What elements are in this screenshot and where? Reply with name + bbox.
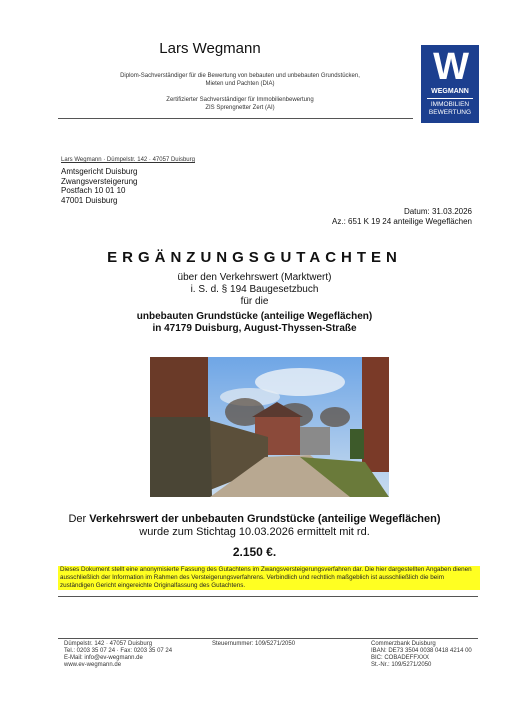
page-title: ERGÄNZUNGSGUTACHTEN [107, 249, 402, 266]
intro-text: über den Verkehrswert (Marktwert) i. S. d. § 194 Baugesetzbuch für die [177, 272, 332, 307]
footer-rule [58, 638, 478, 639]
logo-line1: IMMOBILIEN [430, 101, 470, 108]
wegmann-logo [421, 45, 479, 123]
recipient-address: Amtsgericht Duisburg Zwangsversteigerung Postfach 10 01 10 47001 Duisburg [61, 167, 138, 205]
qualification-text: Diplom-Sachverständiger für die Bewertung von bebauten und unbebauten Grundstücken, Mieten und Pachten (DIA) [120, 73, 360, 87]
logo-letter: W [433, 46, 467, 88]
certification-text: Zertifizierter Sachverständiger für Immobilienbewertung ZIS Sprengnetter Zert (AI) [166, 97, 314, 111]
document-meta [300, 207, 472, 226]
footer-bank: Commerzbank Duisburg IBAN: DE73 3504 0038 0418 4214 00 BIC: COBADEFFXXX St.-Nr.: 109/5271/2050 [371, 641, 472, 668]
header-rule [58, 118, 413, 119]
date: Datum: 31.03.2026 [403, 207, 472, 216]
result-statement: Der Verkehrswert der unbebauten Grundstücke (anteilige Wegeflächen) wurde zum Stichtag 10.03.2026 ermittelt mit rd. [68, 513, 441, 538]
author-name: Lars Wegmann [159, 40, 261, 57]
footer-tax: Steuernummer: 109/5271/2050 [212, 641, 296, 647]
notice-rule [58, 596, 478, 597]
object-description: unbebauten Grundstücke (anteilige Wegeflächen) in 47179 Duisburg, August-Thyssen-Straße [136, 311, 373, 334]
reference: Az.: 651 K 19 24 anteilige Wegeflächen [332, 216, 472, 226]
logo-line2: BEWERTUNG [428, 109, 472, 116]
anonymization-notice: Dieses Dokument stellt eine anonymisierte Fassung des Gutachtens im Zwangsversteigerungsverfahren dar. Die hier dargestellten Angaben dienen ausschließlich der Information im Rahmen des Versteigerungsverfahrens. Verbindlich und rechtlich maßgeblich ist ausschließlich die beim zuständigen Gericht eingereichte Originalfassung des Gutachtens. [58, 566, 480, 590]
logo-brand: WEGMANN [431, 88, 469, 95]
sender-line: Lars Wegmann · Dümpelstr. 142 · 47057 Duisburg [61, 157, 195, 163]
property-photo [150, 357, 389, 497]
logo-divider [427, 98, 473, 99]
footer-contact: Dümpelstr. 142 · 47057 Duisburg Tel.: 0203 35 07 24 · Fax: 0203 35 07 24 E-Mail: info@ev-wegmann.de www.ev-wegmann.de [64, 641, 173, 668]
market-value: 2.150 €. [232, 545, 277, 559]
